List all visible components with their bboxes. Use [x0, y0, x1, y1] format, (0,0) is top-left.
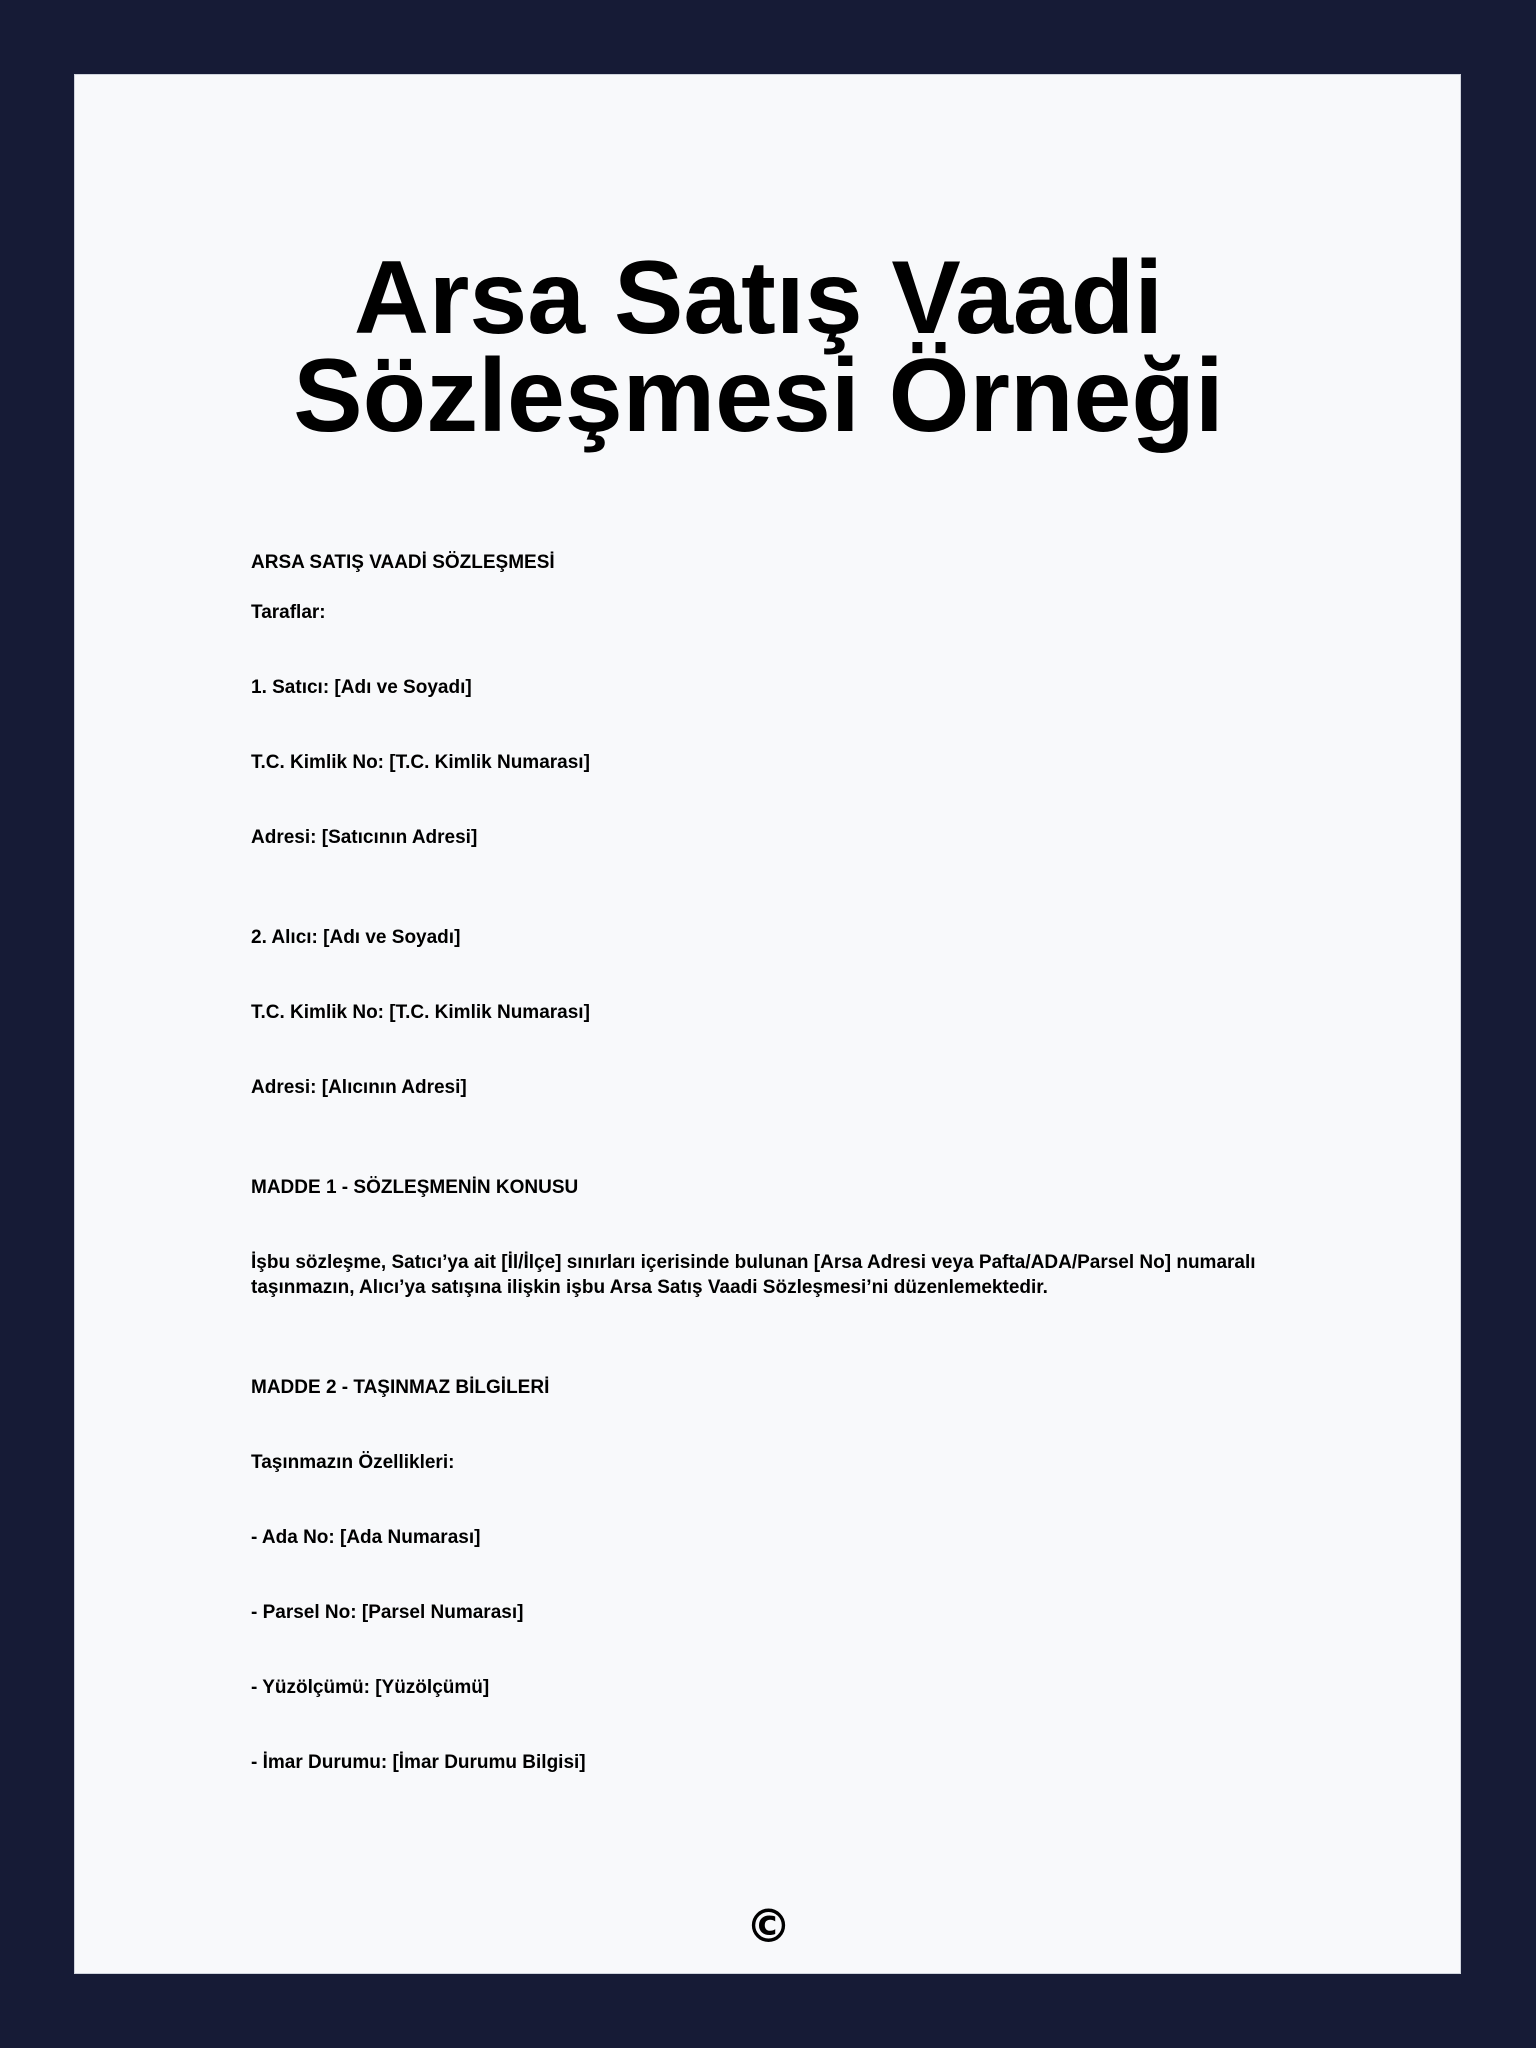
buyer-id-number: T.C. Kimlik No: [T.C. Kimlik Numarası] — [251, 1002, 590, 1023]
seller-name: 1. Satıcı: [Adı ve Soyadı] — [251, 677, 472, 698]
contract-heading: ARSA SATIŞ VAADİ SÖZLEŞMESİ — [251, 552, 555, 573]
property-features-label: Taşınmazın Özellikleri: — [251, 1452, 455, 1473]
article-2-heading: MADDE 2 - TAŞINMAZ BİLGİLERİ — [251, 1377, 550, 1398]
surface-area: - Yüzölçümü: [Yüzölçümü] — [251, 1677, 490, 1698]
parcel-number: - Parsel No: [Parsel Numarası] — [251, 1602, 524, 1623]
document-page — [74, 74, 1461, 1974]
zoning-status: - İmar Durumu: [İmar Durumu Bilgisi] — [251, 1752, 586, 1773]
block-number: - Ada No: [Ada Numarası] — [251, 1527, 481, 1548]
seller-address: Adresi: [Satıcının Adresi] — [251, 827, 478, 848]
document-title: Arsa Satış Vaadi Sözleşmesi Örneği — [293, 240, 1224, 454]
buyer-name: 2. Alıcı: [Adı ve Soyadı] — [251, 927, 461, 948]
parties-label: Taraflar: — [251, 602, 326, 623]
copyright-icon: © — [745, 1899, 792, 1953]
buyer-address: Adresi: [Alıcının Adresi] — [251, 1077, 467, 1098]
article-1-heading: MADDE 1 - SÖZLEŞMENİN KONUSU — [251, 1177, 579, 1198]
seller-id-number: T.C. Kimlik No: [T.C. Kimlik Numarası] — [251, 752, 590, 773]
article-1-text: İşbu sözleşme, Satıcı’ya ait [İl/İlçe] sınırları içerisinde bulunan [Arsa Adresi veya Pafta/ADA/Parsel No] numaralı taşınmazın, Alıcı’ya satışına ilişkin işbu Arsa Satış Vaadi Sözleşmesi’ni düzenlemektedir. — [251, 1252, 1256, 1298]
